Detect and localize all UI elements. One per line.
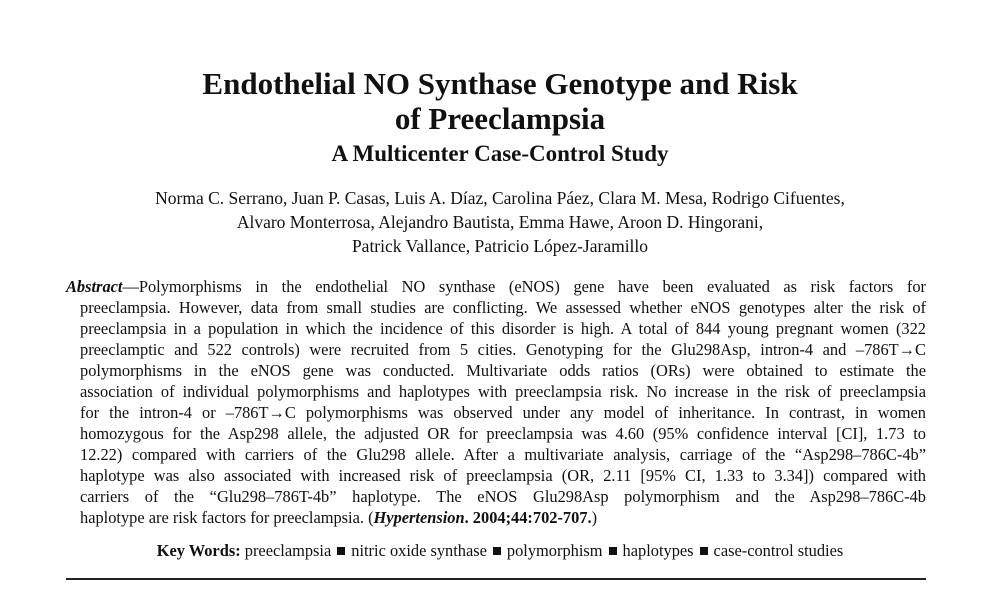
keyword: nitric oxide synthase [351, 541, 487, 560]
abstract-label: Abstract [66, 277, 123, 296]
square-bullet-icon [337, 547, 345, 555]
abstract-text: haplotype are risk factors for preeclampsia. ( [80, 508, 374, 527]
abstract-line: haplotype was also associated with increased risk of preeclampsia (OR, 2.11 [95% CI, 1.33 to 3.34]) compared with [80, 466, 926, 485]
abstract-line: carriers of the “Glu298–786T-4b” haplotype. The eNOS Glu298Asp polymorphism and the Asp298–786C-4b [80, 487, 926, 506]
keyword: polymorphism [506, 541, 603, 560]
square-bullet-icon [609, 547, 617, 555]
author-line: Alvaro Monterrosa, Alejandro Bautista, Emma Hawe, Aroon D. Hingorani, [236, 212, 764, 232]
abstract-line: for the intron-4 or –786T→C polymorphisms was observed under any model of inheritance. In contrast, in women [80, 403, 926, 422]
journal-name: Hypertension [373, 508, 465, 527]
paper-title-line-2: of Preeclampsia [394, 101, 606, 136]
citation: . 2004;44:702-707. [464, 508, 592, 527]
abstract-line [80, 507, 926, 528]
paper-subtitle: A Multicenter Case-Control Study [331, 141, 669, 166]
abstract-line: polymorphisms in the eNOS gene was conducted. Multivariate odds ratios (ORs) were obtained to estimate the [80, 361, 926, 380]
author-line: Norma C. Serrano, Juan P. Casas, Luis A. Díaz, Carolina Páez, Clara M. Mesa, Rodrigo Cifuentes, [155, 188, 845, 208]
abstract-line [66, 276, 926, 297]
abstract-line: homozygous for the Asp298 allele, the adjusted OR for preeclampsia was 4.60 (95% confidence interval [CI], 1.73 to [80, 424, 926, 443]
square-bullet-icon [700, 547, 708, 555]
abstract-line: preeclamptic and 522 controls) were recruited from 5 cities. Genotyping for the Glu298Asp, intron-4 and –786T→C [80, 340, 926, 359]
square-bullet-icon [493, 547, 501, 555]
abstract-line: preeclampsia in a population in which the incidence of this disorder is high. A total of 844 young pregnant women (322 [80, 319, 926, 338]
citation-close: ) [591, 508, 598, 527]
abstract-line: association of individual polymorphisms and haplotypes with preeclampsia risk. No increase in the risk of preeclampsia [80, 382, 926, 401]
abstract-line: 12.22) compared with carriers of the Glu298 allele. After a multivariate analysis, carriage of the “Asp298–786C-4b” [80, 445, 926, 464]
keywords [0, 540, 1000, 562]
abstract-text: —Polymorphisms in the endothelial NO synthase (eNOS) gene have been evaluated as risk factors for [122, 277, 926, 296]
horizontal-rule [66, 578, 926, 580]
keyword: case-control studies [713, 541, 844, 560]
abstract-line: preeclampsia. However, data from small studies are conflicting. We assessed whether eNOS genotypes alter the risk of [80, 298, 926, 317]
keyword: haplotypes [622, 541, 694, 560]
author-list [0, 186, 1000, 258]
keywords-label: Key Words: [156, 541, 241, 560]
keyword: preeclampsia [244, 541, 332, 560]
paper-title-line-1: Endothelial NO Synthase Genotype and Risk [202, 66, 798, 101]
author-line: Patrick Vallance, Patricio López-Jaramillo [351, 236, 649, 256]
